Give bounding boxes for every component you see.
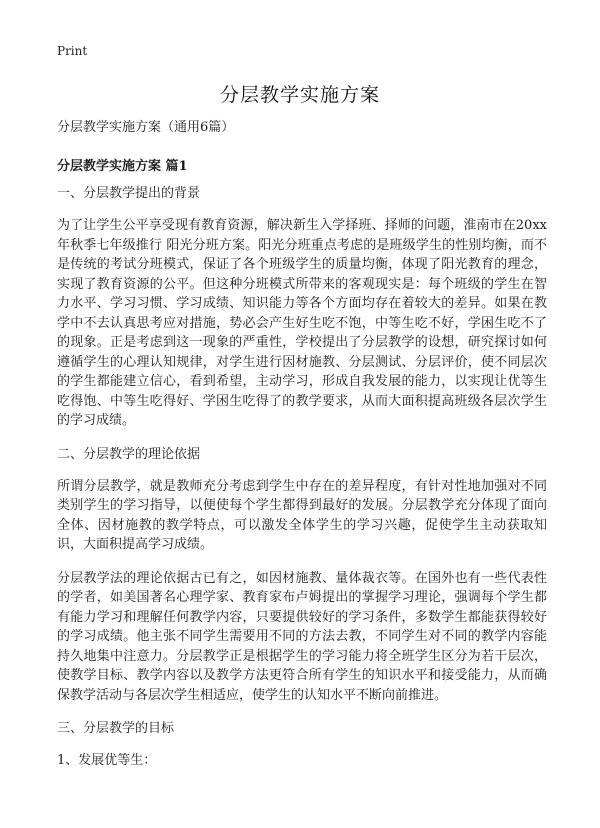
article-title: 分层教学实施方案 篇1 (57, 159, 188, 174)
paragraph: 所谓分层教学，就是教师充分考虑到学生中存在的差异程度，有针对性地加强对不同类别学生的学习指导，以便使每个学生都得到最好的发展。分层教学充分体现了面向全体、因材施教的教学特点，可以激发全体学生的学习兴趣，促使学生主动获取知识，大面积提高学习成绩。 (57, 478, 547, 552)
section-heading: 二、分层教学的理论依据 (57, 446, 201, 462)
document-body (57, 118, 547, 771)
list-item: 1、发展优等生： (57, 753, 157, 768)
page-title: 分层教学实施方案 (219, 84, 380, 106)
paragraph: 分层教学法的理论依据古已有之，如因材施教、量体裁衣等。在国外也有一些代表性的学者，如美国著名心理学家、教育家布卢姆提出的掌握学习理论，强调每个学生都有能力学习和理解任何教学内容，只要提供较好的学习条件，多数学生都能获得较好的学习成绩。他主张不同学生需要用不同的方法去教，不同学生对不同的教学内容能持久地集中注意力。分层教学正是根据学生的学习能力将全班学生区分为若干层次，使教学目标、教学内容以及教学方法更符合所有学生的知识水平和接受能力，从而确保教学活动与各层次学生相适应，使学生的认知水平不断向前推进。 (57, 570, 547, 703)
document-subtitle: 分层教学实施方案（通用6篇） (57, 120, 235, 135)
paragraph: 为了让学生公平享受现有教育资源，解决新生入学择班、择师的问题，淮南市在20xx年秋季七年级推行 阳光分班方案。阳光分班重点考虑的是班级学生的性别均衡，而不是传统的考试分班模式，保证了各个班级学生的质量均衡，体现了阳光教育的理念，实现了教育资源的公平。但这种分班模式所带来的客观现实是：每个班级的学生在智力水平、学习习惯、学习成绩、知识能力等各个方面均存在着较大的差异。如果在教学中不去认真思考应对措施，势必会产生好生吃不饱，中等生吃不好，学困生吃不了的现象。正是考虑到这一现象的严重性，学校提出了分层教学的设想，研究探讨如何遵循学生的心理认知规律，对学生进行因材施教、分层测试、分层评价，使不同层次的学生都能建立信心，看到希望，主动学习，形成自我发展的能力，以实现让优等生吃得饱、中等生吃得好、学困生吃得了的教学要求，从而大面积提高班级各层次学生的学习成绩。 (57, 218, 547, 428)
section-heading: 一、分层教学提出的背景 (57, 186, 201, 201)
section-heading: 三、分层教学的目标 (57, 721, 175, 736)
print-link[interactable]: Print (57, 44, 88, 58)
section-theory (57, 445, 547, 706)
section-background (57, 184, 547, 431)
section-goals (57, 719, 547, 771)
